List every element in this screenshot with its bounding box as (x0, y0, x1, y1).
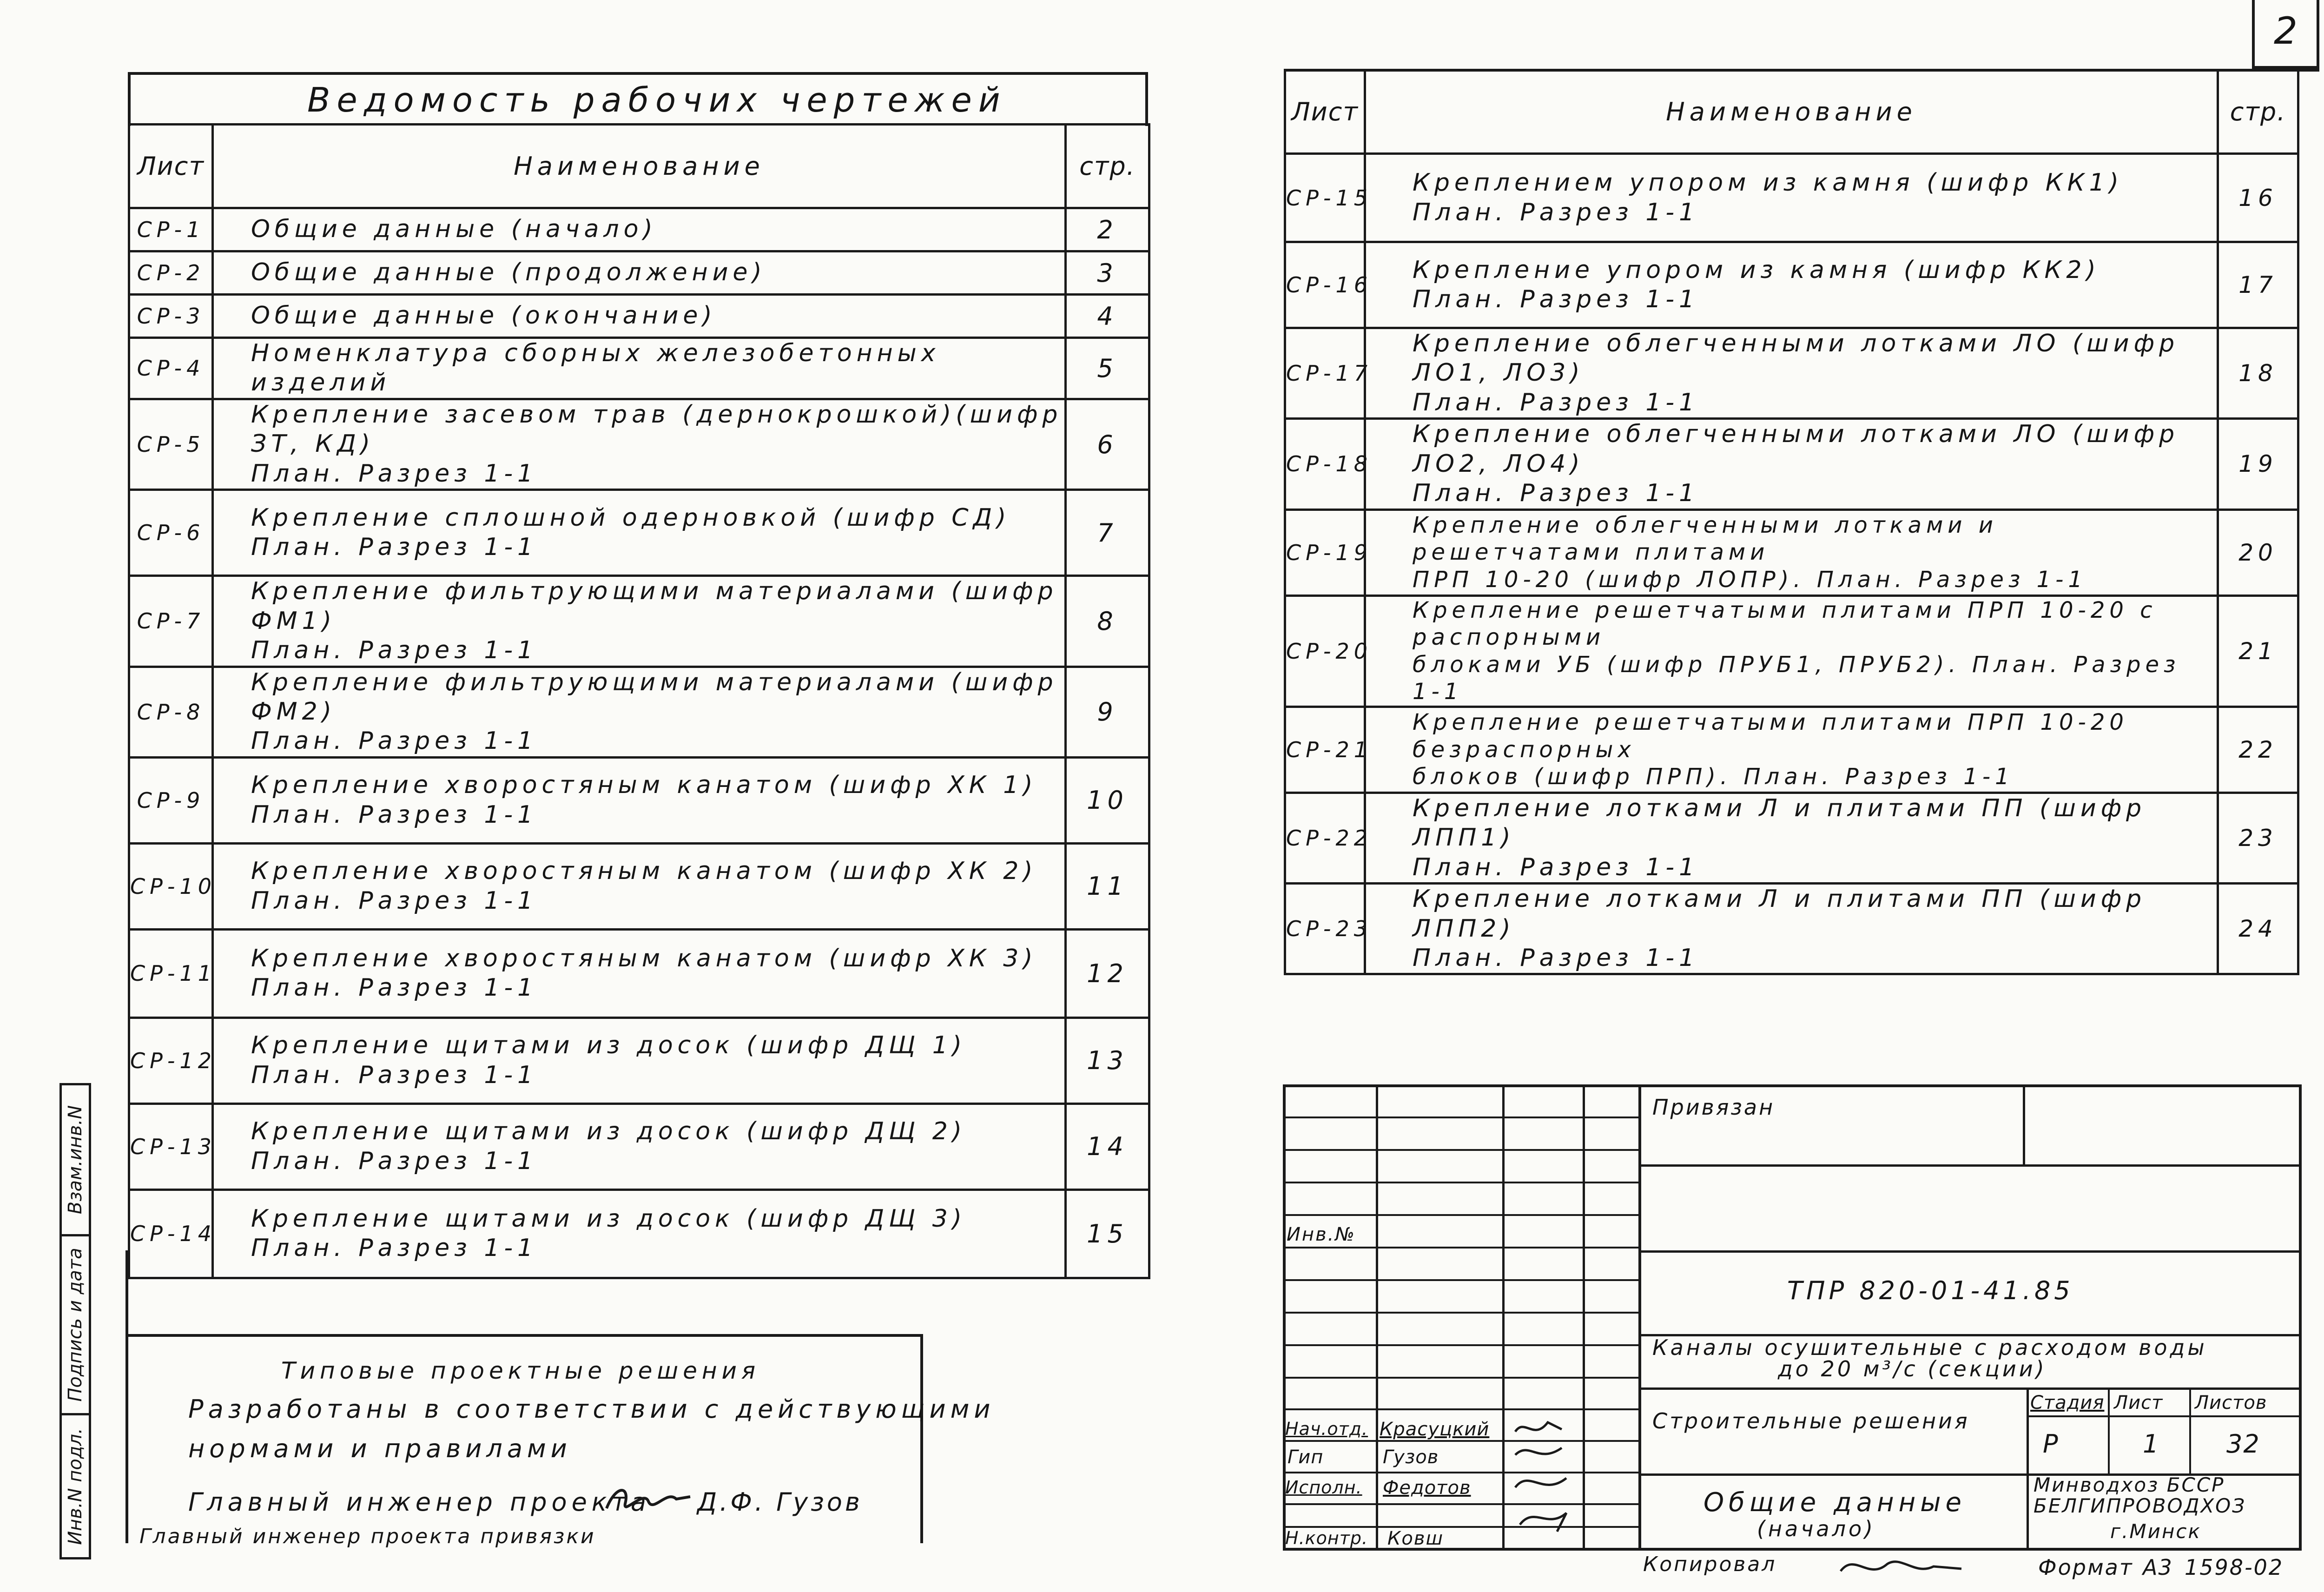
row-name-line: План. Разрез 1-1 (251, 1061, 538, 1089)
row-name-line: Крепление фильтрующими материалами (шифр ФМ2) (251, 668, 1058, 726)
stamp-role: Исполн. (1285, 1477, 1362, 1498)
row-name-line: Креплением упором из камня (шифр КК1) (1413, 169, 2124, 197)
row-page: 3 (1066, 251, 1149, 295)
row-code: СР-17 (1285, 328, 1365, 419)
row-name-line: План. Разрез 1-1 (251, 1234, 538, 1262)
row-name-line: План. Разрез 1-1 (1413, 479, 1699, 508)
stamp-row-line (1283, 1377, 1641, 1379)
stamp-row-line (1283, 1440, 1641, 1442)
row-page: 20 (2218, 509, 2298, 595)
row-name (1365, 884, 2218, 974)
row-page: 8 (1066, 576, 1149, 667)
row-code: СР-21 (1285, 707, 1365, 793)
stamp-stage-value: Р (2043, 1429, 2063, 1459)
row-name-line: План. Разрез 1-1 (251, 1147, 538, 1175)
notes-line-3: нормами и правилами (188, 1434, 572, 1463)
stamp-sheets-value: 32 (2226, 1429, 2260, 1459)
row-name-line: План. Разрез 1-1 (251, 459, 538, 488)
stamp-row-line (1638, 1250, 2302, 1253)
row-page: 21 (2218, 595, 2298, 707)
row-name-line: План. Разрез 1-1 (1413, 198, 1699, 226)
stamp-role-name: Красуцкий (1380, 1419, 1490, 1440)
row-code: СР-10 (129, 843, 213, 929)
row-name-line: Крепление облегченными лотками и решетчатами плитами (1413, 512, 1998, 566)
table-row (1285, 419, 2298, 509)
table-row (129, 667, 1149, 757)
stamp-col-line (2108, 1387, 2110, 1473)
sheet-number-box (2252, 0, 2319, 69)
row-code: СР-11 (129, 929, 213, 1017)
stamp-row-line (1283, 1503, 1641, 1505)
stamp-sheets-header: Листов (2195, 1392, 2267, 1414)
row-name (213, 843, 1066, 929)
row-page: 9 (1066, 667, 1149, 757)
stamp-col-line (1638, 1084, 1641, 1551)
stamp-row-line (1283, 1247, 1641, 1248)
row-name-line: Крепление хворостяным канатом (шифр ХК 1) (251, 771, 1037, 799)
row-name-line: План. Разрез 1-1 (1413, 285, 1699, 313)
row-code: СР-20 (1285, 595, 1365, 707)
stamp-row-line (1283, 1408, 1641, 1410)
stamp-role-name: Гузов (1383, 1447, 1439, 1468)
row-name-line: Общие данные (начало) (251, 215, 657, 244)
table-row (1285, 707, 2298, 793)
row-name-line: Крепление сплошной одерновкой (шифр СД) (251, 503, 1011, 532)
format-value: А3 (2143, 1555, 2173, 1580)
stamp-row-line (1283, 1472, 1641, 1473)
row-page: 5 (1066, 338, 1149, 399)
stamp-col-line (1502, 1084, 1505, 1551)
table-row (129, 843, 1149, 929)
row-page: 2 (1066, 208, 1149, 251)
archive-number: 1598-02 (2185, 1555, 2284, 1580)
row-name-line: блоков (шифр ПРП). План. Разрез 1-1 (1413, 764, 2014, 790)
row-name-line: Крепление фильтрующими материалами (шифр ФМ1) (251, 577, 1058, 635)
row-name (213, 929, 1066, 1017)
row-code: СР-14 (129, 1189, 213, 1278)
stamp-title-line-1: Общие данные (1703, 1487, 1966, 1518)
row-name (213, 1103, 1066, 1189)
stamp-inv-no: Инв.№ (1287, 1224, 1356, 1245)
left-frame-line (125, 1250, 128, 1543)
row-code: СР-16 (1285, 242, 1365, 328)
row-name-line: Общие данные (продолжение) (251, 258, 766, 287)
stamp-privyazan: Привязан (1652, 1095, 1775, 1120)
row-code: СР-9 (129, 757, 213, 843)
row-page: 13 (1066, 1017, 1149, 1103)
table-row (129, 1103, 1149, 1189)
side-strip-signature-label: Подпись и дата (65, 1248, 86, 1402)
row-name-line: Крепление упором из камня (шифр КК2) (1413, 256, 2100, 284)
drawings-list-table-right (1284, 69, 2299, 975)
row-name (213, 295, 1066, 338)
row-name-line: ПРП 10-20 (шифр ЛОПР). План. Разрез 1-1 (1413, 566, 2087, 593)
stamp-object-line-2: до 20 м³/с (секции) (1778, 1356, 2047, 1381)
notes-line-2: Разработаны в соответствии с действующими (188, 1394, 995, 1424)
row-name-line: Крепление решетчатыми плитами ПРП 10-20 с распорными (1413, 597, 2157, 651)
row-name (1365, 154, 2218, 242)
stamp-role: Нач.отд. (1285, 1419, 1368, 1439)
stamp-row-line (2027, 1415, 2302, 1417)
stamp-row-line (1283, 1279, 1641, 1281)
row-page: 14 (1066, 1103, 1149, 1189)
drawings-list-table-left (128, 123, 1150, 1279)
side-strip-inv (59, 1413, 91, 1559)
row-code: СР-12 (129, 1017, 213, 1103)
row-code: СР-3 (129, 295, 213, 338)
stamp-title-line-2: (начало) (1757, 1516, 1876, 1541)
stamp-col-line (2027, 1387, 2029, 1551)
table-row (129, 757, 1149, 843)
table-row (129, 490, 1149, 576)
row-name-line: План. Разрез 1-1 (251, 886, 538, 915)
row-page: 23 (2218, 793, 2298, 883)
table-row (1285, 242, 2298, 328)
row-name (213, 399, 1066, 489)
table-row (129, 208, 1149, 251)
notes-box-top (125, 1334, 923, 1337)
stamp-role: Н.контр. (1285, 1528, 1368, 1548)
stamp-row-line (1283, 1149, 1641, 1151)
stamp-document-code: ТПР 820-01-41.85 (1787, 1276, 2074, 1305)
row-name (1365, 419, 2218, 509)
stamp-row-line (1283, 1116, 1641, 1118)
chief-engineer-label: Главный инженер проекта (188, 1487, 651, 1517)
row-name (213, 576, 1066, 667)
stamp-col-line (1583, 1084, 1585, 1551)
header-sheet: Лист (129, 125, 213, 208)
row-name (213, 208, 1066, 251)
chief-engineer-signature (602, 1480, 695, 1522)
notes-line-1: Типовые проектные решения (281, 1357, 760, 1384)
row-code: СР-23 (1285, 884, 1365, 974)
header-page: стр. (2218, 70, 2298, 154)
row-name (1365, 707, 2218, 793)
row-page: 18 (2218, 328, 2298, 419)
row-name-line: План. Разрез 1-1 (251, 533, 538, 561)
stamp-role-name: Ковш (1387, 1528, 1444, 1549)
stamp-row-line (1283, 1214, 1641, 1216)
row-name-line: Крепление щитами из досок (шифр ДЩ 3) (251, 1204, 967, 1233)
table-row (129, 338, 1149, 399)
table-row (129, 929, 1149, 1017)
stamp-org-line-3: г.Минск (2110, 1520, 2201, 1543)
side-strip-inv-label: Инв.N подл. (65, 1427, 86, 1545)
row-code: СР-13 (129, 1103, 213, 1189)
stamp-role: Гип (1287, 1447, 1324, 1468)
row-page: 22 (2218, 707, 2298, 793)
row-page: 19 (2218, 419, 2298, 509)
left-title-box (128, 72, 1148, 126)
row-code: СР-15 (1285, 154, 1365, 242)
row-page: 7 (1066, 490, 1149, 576)
side-strip-vzam-label: Взам.инв.N (65, 1105, 86, 1215)
row-name-line: План. Разрез 1-1 (251, 800, 538, 829)
stamp-row-line (1283, 1312, 1641, 1314)
table-row (129, 251, 1149, 295)
header-name: Наименование (213, 125, 1066, 208)
stamp-sheet-value: 1 (2143, 1429, 2164, 1459)
row-name (213, 490, 1066, 576)
row-name-line: Крепление щитами из досок (шифр ДЩ 1) (251, 1031, 967, 1060)
row-code: СР-19 (1285, 509, 1365, 595)
row-name-line: План. Разрез 1-1 (251, 636, 538, 665)
row-name-line: План. Разрез 1-1 (1413, 388, 1699, 416)
row-name (1365, 509, 2218, 595)
stamp-row-line (1638, 1164, 2302, 1167)
signature-mark (1506, 1413, 1580, 1534)
header-page: стр. (1066, 125, 1149, 208)
row-name (1365, 595, 2218, 707)
drawings-list-title: Ведомость рабочих чертежей (307, 80, 1007, 119)
stamp-stage-header: Стадия (2030, 1392, 2105, 1414)
row-code: СР-7 (129, 576, 213, 667)
stamp-row-line (1283, 1182, 1641, 1183)
table-row (1285, 884, 2298, 974)
row-code: СР-4 (129, 338, 213, 399)
sheet-number: 2 (2274, 9, 2298, 53)
row-page: 12 (1066, 929, 1149, 1017)
row-name (213, 757, 1066, 843)
table-row (1285, 509, 2298, 595)
table-row (129, 1189, 1149, 1278)
row-name-line: Крепление лотками Л и плитами ПП (шифр ЛПП2) (1413, 885, 2146, 943)
table-header-row (1285, 70, 2298, 154)
stamp-col-line (2189, 1387, 2191, 1473)
stamp-org-line-1: Минводхоз БССР (2034, 1473, 2225, 1496)
row-name (213, 1189, 1066, 1278)
row-name-line: Крепление облегченными лотками ЛО (шифр ЛО1, ЛО3) (1413, 330, 2179, 387)
row-code: СР-8 (129, 667, 213, 757)
row-name (1365, 328, 2218, 419)
table-row (1285, 793, 2298, 883)
table-row (1285, 328, 2298, 419)
header-sheet: Лист (1285, 70, 1365, 154)
row-page: 11 (1066, 843, 1149, 929)
copied-label: Копировал (1643, 1552, 1777, 1576)
stamp-section: Строительные решения (1652, 1408, 1970, 1433)
row-code: СР-18 (1285, 419, 1365, 509)
row-page: 24 (2218, 884, 2298, 974)
chief-engineer-name: Д.Ф. Гузов (697, 1487, 863, 1517)
row-page: 16 (2218, 154, 2298, 242)
row-name (213, 1017, 1066, 1103)
row-name-line: План. Разрез 1-1 (1413, 944, 1699, 972)
stamp-sheet-header: Лист (2114, 1392, 2163, 1414)
table-row (129, 1017, 1149, 1103)
row-page: 10 (1066, 757, 1149, 843)
row-name-line: План. Разрез 1-1 (251, 974, 538, 1002)
stamp-row-line (1638, 1387, 2302, 1390)
stamp-role-name: Федотов (1383, 1477, 1471, 1499)
stamp-privyazan-divider (2023, 1084, 2025, 1166)
table-header-row (129, 125, 1149, 208)
row-name-line: Крепление облегченными лотками ЛО (шифр ЛО2, ЛО4) (1413, 420, 2179, 478)
row-page: 15 (1066, 1189, 1149, 1278)
side-strip-vzam (59, 1083, 91, 1236)
row-name-line: Номенклатура сборных железобетонных изделий (251, 339, 940, 397)
row-name (213, 251, 1066, 295)
row-name-line: блоками УБ (шифр ПРУБ1, ПРУБ2). План. Разрез 1-1 (1413, 651, 2180, 705)
row-name-line: Крепление хворостяным канатом (шифр ХК 3) (251, 944, 1037, 972)
table-row (1285, 595, 2298, 707)
row-name (1365, 793, 2218, 883)
stamp-object-line-1: Каналы осушительные с расходом воды (1652, 1335, 2207, 1360)
side-strip-signature (59, 1234, 91, 1415)
row-code: СР-22 (1285, 793, 1365, 883)
stamp-col-line (1376, 1084, 1378, 1551)
row-name (213, 667, 1066, 757)
table-row (129, 399, 1149, 489)
row-code: СР-2 (129, 251, 213, 295)
stamp-org-line-2: БЕЛГИПРОВОДХОЗ (2034, 1494, 2246, 1517)
row-name-line: Крепление хворостяным канатом (шифр ХК 2) (251, 857, 1037, 885)
row-name-line: Крепление лотками Л и плитами ПП (шифр ЛПП1) (1413, 794, 2146, 852)
row-code: СР-5 (129, 399, 213, 489)
row-page: 6 (1066, 399, 1149, 489)
row-page: 4 (1066, 295, 1149, 338)
row-name-line: План. Разрез 1-1 (251, 727, 538, 755)
row-page: 17 (2218, 242, 2298, 328)
table-row (1285, 154, 2298, 242)
table-row (129, 295, 1149, 338)
row-code: СР-6 (129, 490, 213, 576)
format-label: Формат (2038, 1555, 2133, 1580)
table-row (129, 576, 1149, 667)
binding-engineer-label: Главный инженер проекта привязки (139, 1525, 596, 1548)
header-name: Наименование (1365, 70, 2218, 154)
row-name-line: Крепление щитами из досок (шифр ДЩ 2) (251, 1117, 967, 1146)
row-name-line: Крепление решетчатыми плитами ПРП 10-20 безраспорных (1413, 709, 2128, 763)
row-name (213, 338, 1066, 399)
row-name-line: Общие данные (окончание) (251, 302, 717, 330)
stamp-row-line (1283, 1344, 1641, 1346)
row-name-line: Крепление засевом трав (дернокрошкой)(шифр ЗТ, КД) (251, 400, 1063, 458)
copied-signature (1836, 1548, 1966, 1585)
row-code: СР-1 (129, 208, 213, 251)
row-name-line: План. Разрез 1-1 (1413, 853, 1699, 881)
notes-box-right (920, 1334, 923, 1543)
row-name (1365, 242, 2218, 328)
